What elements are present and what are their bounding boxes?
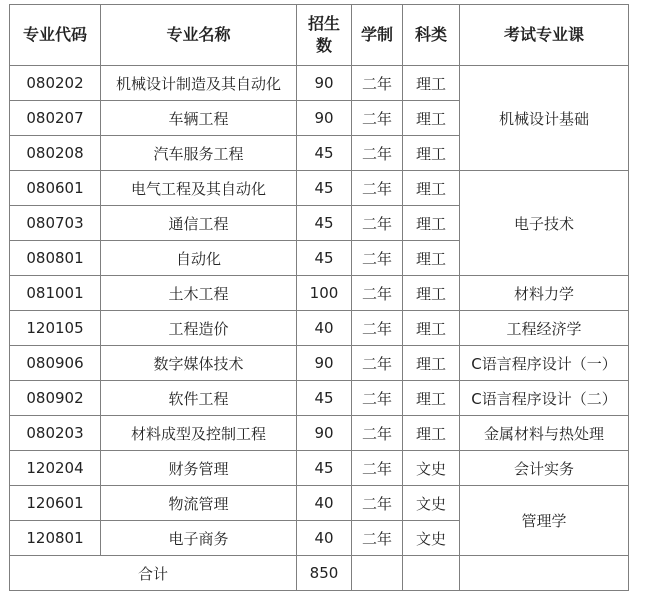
table-row (10, 381, 629, 416)
cell-enroll: 45 (297, 171, 352, 206)
header-code: 专业代码 (10, 5, 101, 66)
cell-exam: 金属材料与热处理 (460, 416, 629, 451)
cell-category: 理工 (403, 101, 460, 136)
table-row (10, 276, 629, 311)
cell-years: 二年 (352, 486, 403, 521)
header-row (10, 5, 629, 66)
header-enroll (297, 5, 352, 66)
cell-exam: 电子技术 (460, 171, 629, 276)
cell-name: 自动化 (101, 241, 297, 276)
table-row (10, 416, 629, 451)
admissions-table (9, 4, 629, 591)
cell-years: 二年 (352, 241, 403, 276)
header-name: 专业名称 (101, 5, 297, 66)
cell-code: 080902 (10, 381, 101, 416)
cell-category: 理工 (403, 171, 460, 206)
total-enroll: 850 (297, 556, 352, 591)
cell-code: 120105 (10, 311, 101, 346)
cell-years: 二年 (352, 276, 403, 311)
cell-name: 机械设计制造及其自动化 (101, 66, 297, 101)
cell-category: 文史 (403, 451, 460, 486)
table-row (10, 486, 629, 521)
table-row (10, 171, 629, 206)
cell-name: 工程造价 (101, 311, 297, 346)
cell-exam: C语言程序设计（一） (460, 346, 629, 381)
cell-code: 080801 (10, 241, 101, 276)
cell-category: 理工 (403, 206, 460, 241)
cell-name: 软件工程 (101, 381, 297, 416)
cell-code: 120801 (10, 521, 101, 556)
header-category: 科类 (403, 5, 460, 66)
cell-code: 080202 (10, 66, 101, 101)
cell-category: 理工 (403, 416, 460, 451)
cell-enroll: 45 (297, 381, 352, 416)
cell-category: 理工 (403, 381, 460, 416)
cell-enroll: 45 (297, 451, 352, 486)
cell-category: 理工 (403, 241, 460, 276)
cell-category: 理工 (403, 346, 460, 381)
cell-code: 080203 (10, 416, 101, 451)
cell-name: 电子商务 (101, 521, 297, 556)
cell-enroll: 90 (297, 66, 352, 101)
cell-code: 080208 (10, 136, 101, 171)
cell-exam: 管理学 (460, 486, 629, 556)
cell-years: 二年 (352, 206, 403, 241)
cell-years: 二年 (352, 416, 403, 451)
cell-exam: 工程经济学 (460, 311, 629, 346)
table-row (10, 311, 629, 346)
header-enroll-text: 招生数 (307, 14, 340, 55)
cell-name: 汽车服务工程 (101, 136, 297, 171)
cell-exam: 材料力学 (460, 276, 629, 311)
cell-code: 081001 (10, 276, 101, 311)
cell-years: 二年 (352, 136, 403, 171)
cell-name: 材料成型及控制工程 (101, 416, 297, 451)
cell-name: 物流管理 (101, 486, 297, 521)
cell-code: 120204 (10, 451, 101, 486)
cell-years: 二年 (352, 521, 403, 556)
total-row (10, 556, 629, 591)
table-row (10, 346, 629, 381)
header-exam: 考试专业课 (460, 5, 629, 66)
cell-enroll: 100 (297, 276, 352, 311)
cell-name: 土木工程 (101, 276, 297, 311)
table-row (10, 66, 629, 101)
cell-enroll: 45 (297, 241, 352, 276)
cell-exam: C语言程序设计（二） (460, 381, 629, 416)
cell-enroll: 40 (297, 486, 352, 521)
cell-name: 通信工程 (101, 206, 297, 241)
cell-category: 理工 (403, 276, 460, 311)
cell-code: 080906 (10, 346, 101, 381)
cell-name: 财务管理 (101, 451, 297, 486)
cell-enroll: 45 (297, 136, 352, 171)
total-empty-years (352, 556, 403, 591)
cell-code: 120601 (10, 486, 101, 521)
cell-enroll: 90 (297, 101, 352, 136)
cell-exam: 机械设计基础 (460, 66, 629, 171)
total-empty-exam (460, 556, 629, 591)
cell-code: 080703 (10, 206, 101, 241)
cell-enroll: 90 (297, 346, 352, 381)
cell-exam: 会计实务 (460, 451, 629, 486)
cell-years: 二年 (352, 451, 403, 486)
cell-years: 二年 (352, 381, 403, 416)
admissions-table-wrapper (9, 4, 629, 591)
cell-name: 数字媒体技术 (101, 346, 297, 381)
cell-code: 080207 (10, 101, 101, 136)
cell-code: 080601 (10, 171, 101, 206)
total-empty-category (403, 556, 460, 591)
cell-enroll: 45 (297, 206, 352, 241)
cell-category: 理工 (403, 311, 460, 346)
table-row (10, 451, 629, 486)
cell-years: 二年 (352, 171, 403, 206)
cell-enroll: 90 (297, 416, 352, 451)
cell-enroll: 40 (297, 521, 352, 556)
cell-years: 二年 (352, 101, 403, 136)
total-label: 合计 (10, 556, 297, 591)
cell-years: 二年 (352, 311, 403, 346)
cell-name: 车辆工程 (101, 101, 297, 136)
cell-category: 文史 (403, 521, 460, 556)
cell-category: 理工 (403, 66, 460, 101)
header-years: 学制 (352, 5, 403, 66)
cell-category: 理工 (403, 136, 460, 171)
cell-years: 二年 (352, 66, 403, 101)
cell-category: 文史 (403, 486, 460, 521)
cell-years: 二年 (352, 346, 403, 381)
cell-enroll: 40 (297, 311, 352, 346)
cell-name: 电气工程及其自动化 (101, 171, 297, 206)
